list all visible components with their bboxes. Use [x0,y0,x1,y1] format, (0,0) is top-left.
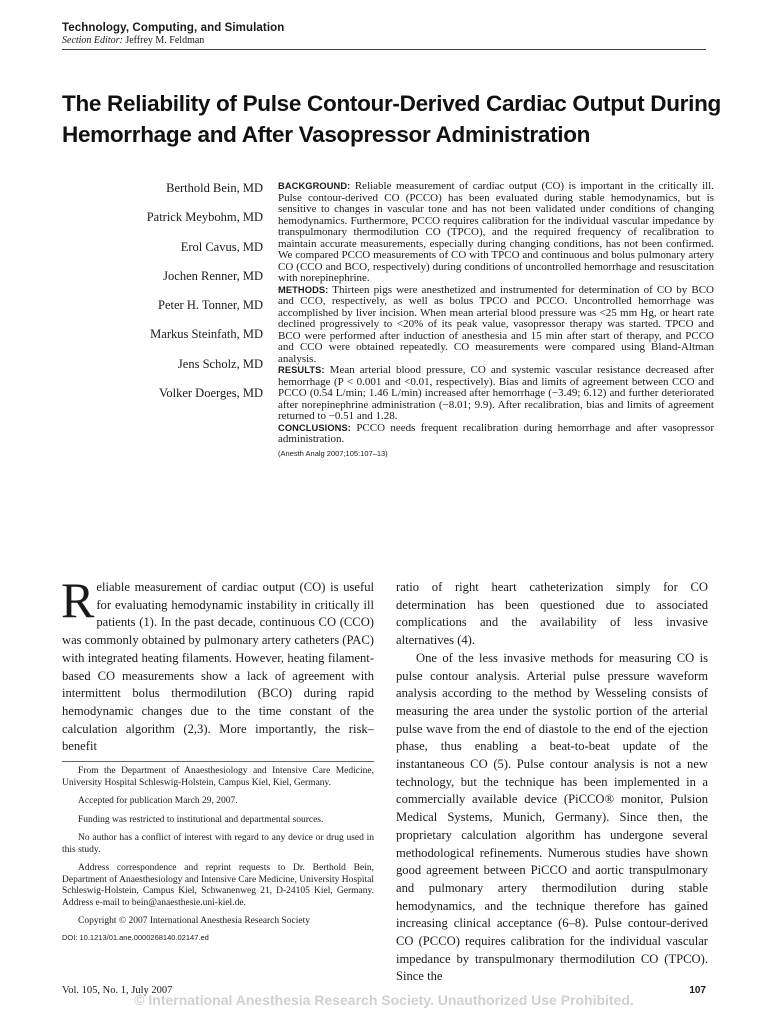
footnote-affiliation: From the Department of Anaesthesiology and Intensive Care Medicine, University Hospital Schleswig-Holstein, Campus Kiel, Kiel, Germany. [62,766,374,788]
body-column-right [396,579,708,986]
footnotes [62,766,374,950]
author: Markus Steinfath, MD [150,327,263,342]
footnote-funding: Funding was restricted to institutional and departmental sources. [78,814,324,825]
abstract-background-text: Reliable measurement of cardiac output (CO) is important in the critically ill. Pulse contour-derived CO (PCCO) has been evaluated during stable hemodynamics, but is sensitive to changes in vascular tone and has not been validated under conditions of changing hemodynamics. Furthermore, PCCO requires calibration for the individual vascular impedance by transpulmonary thermodilution CO (TPCO), and the required frequency of recalibration to maintain accurate measurements, especially during changing conditions, has not been confirmed. We compared PCCO measurements of CO with TPCO and continuous and bolus pulmonary artery CO (CCO and BCO, respectively) during conditions of uncontrolled hemorrhage and resuscitation with norepinephrine. [278,180,714,284]
section-editor [62,35,284,46]
footnote-rule [62,761,374,762]
body-paragraph-text: eliable measurement of cardiac output (CO) is useful for evaluating hemodynamic instability in critically ill patients (1). In the past decade, continuous CO (CCO) was commonly obtained by pulmonary artery catheters (PAC) with integrated heating filaments. However, heating filament-based CO measurements show a lack of agreement with intermittent bolus thermodilution (BCO) during rapid hemodynamic changes due to the time constant of the calculation algorithm (2,3). More importantly, the risk–benefit [62,580,374,754]
footnote-conflict: No author has a conflict of interest with regard to any device or drug used in this study. [62,833,374,855]
abstract-results-text: Mean arterial blood pressure, CO and systemic vascular resistance decreased after hemorrhage (P < 0.001 and <0.01, respectively). Bias and limits of agreement between CCO and PCCO (0.54 L/min; 1.46 L/min) increased after hemorrhage (−3.49; 6.12) and further deteriorated after norepinephrine administration (−8.01; 9.9). After recalibration, bias and limits of agreement returned to −0.51 and 1.28. [278,364,715,422]
abstract-results [278,365,714,423]
article-title: The Reliability of Pulse Contour-Derived Cardiac Output During Hemorrhage and After Vasopressor Administration [62,91,721,147]
abstract [278,181,714,459]
author: Berthold Bein, MD [166,181,263,195]
abstract-results-label: RESULTS: [278,365,325,375]
body-paragraph: ratio of right heart catheterization simply for CO determination has been questioned due to associated complications and the availability of less invasive alternatives (4). [396,580,708,648]
section-title: Technology, Computing, and Simulation [62,22,285,34]
author: Volker Doerges, MD [158,386,263,401]
page-number: 107 [689,985,706,996]
abstract-conclusions-text: PCCO needs frequent recalibration during hemorrhage and after vasopressor administration. [278,421,715,445]
footnote-doi: DOI: 10.1213/01.ane.0000268140.02147.ed [62,932,209,942]
author: Peter H. Tonner, MD [158,298,263,313]
footnote-copyright: Copyright © 2007 International Anesthesia Research Society [78,916,310,926]
author-list [62,180,263,414]
footnote-accepted: Accepted for publication March 29, 2007. [78,796,238,806]
footnote-correspondence: Address correspondence and reprint requests to Dr. Berthold Bein, Department of Anaesthesiology and Intensive Care Medicine, University Hospital Schleswig-Holstein, Campus Kiel, Schwanenweg 21, D-24105 Kiel, Germany. Address e-mail to bein@anaesthesie.uni-kiel.de. [62,863,374,908]
abstract-background [278,181,714,285]
section-editor-name: Jeffrey M. Feldman [125,35,205,46]
body-paragraph [61,572,374,756]
copyright-watermark: © International Anesthesia Research Society. Unauthorized Use Prohibited. [134,992,634,1008]
drop-cap: R [61,572,95,628]
body-paragraph: One of the less invasive methods for measuring CO is pulse contour analysis. Arterial pulse pressure waveform analysis according to the method by Wesseling consists of measuring the area under the systolic portion of the arterial pulse wave from the end of diastole to the end of the ejection phase, thus enabling a beat-to-beat update of the instantaneous CO (5). Pulse contour analysis is not a new technology, but the technique has been implemented in a commercially available device (PiCCO® monitor, Pulsion Medical Systems, Munich, Germany). Since then, the proprietary calculation algorithm has undergone several methodological refinements. Numerous studies have shown good agreement between PiCCO and aortic transpulmonary and pulmonary artery thermodilution during stable hemodynamics, and the technique therefore has gained increasing clinical acceptance (6–8). Pulse contour-derived CO (PCCO) requires calibration for the individual vascular impedance by transpulmonary thermodilution CO (TPCO). Since the [396,650,708,984]
journal-header [62,22,284,46]
author: Jens Scholz, MD [177,356,263,371]
author: Jochen Renner, MD [163,268,263,283]
body-column-left [61,572,374,756]
author: Patrick Meybohm, MD [146,210,263,225]
footer-volume: Vol. 105, No. 1, July 2007 [62,985,173,996]
journal-citation: (Anesth Analg 2007;105:107–13) [278,448,388,458]
section-editor-label: Section Editor: [62,35,123,46]
abstract-methods-text: Thirteen pigs were anesthetized and instrumented for determination of CO by BCO and CCO, respectively, as well as bolus TPCO and PCCO. Uncontrolled hemorrhage was accomplished by liver incision. When mean arterial blood pressure was <25 mm Hg, or heart rate declined progressively to <20% of its peak value, vasopressor therapy was started. TPCO and BCO were performed after induction of anesthesia and 15 min after start of therapy, and PCCO and CCO were obtained repeatedly. CO measurements were compared using Bland-Altman analysis. [278,283,714,365]
author: Erol Cavus, MD [180,239,263,254]
header-rule [62,49,706,50]
abstract-background-label: BACKGROUND: [278,181,351,191]
abstract-methods [278,285,714,366]
abstract-conclusions [278,423,714,446]
abstract-methods-label: METHODS: [278,284,329,295]
abstract-conclusions-label: CONCLUSIONS: [278,422,351,433]
